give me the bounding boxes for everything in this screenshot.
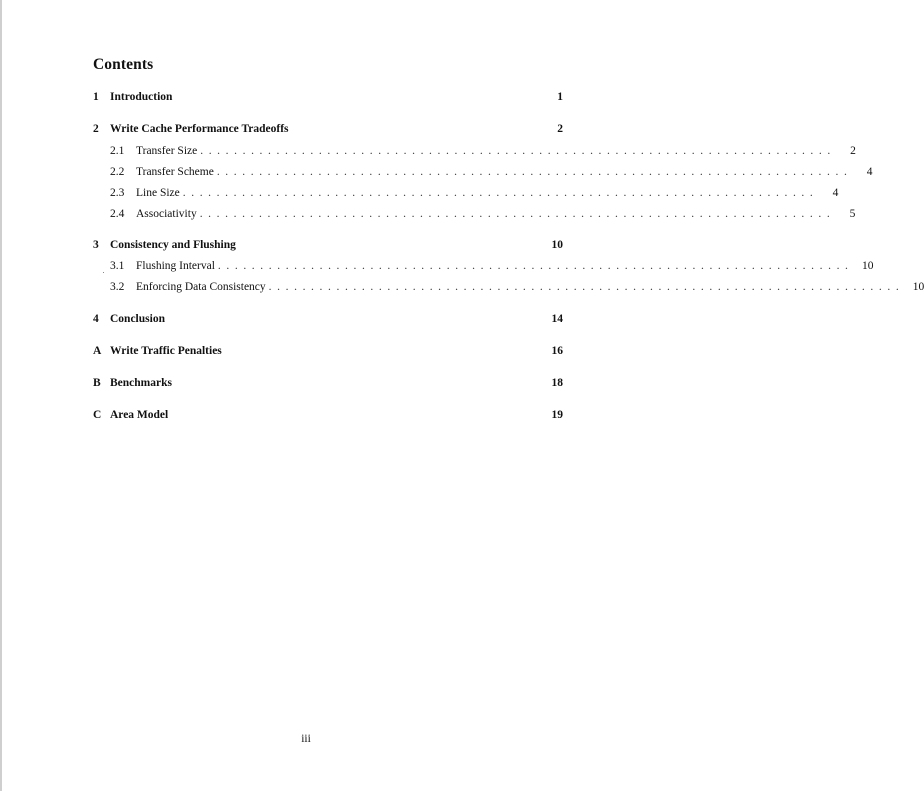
toc-entry-number: 2 (93, 123, 99, 135)
toc-entry-number: A (93, 345, 102, 357)
toc-subentry-page: 4 (832, 187, 839, 199)
page-number: iii (301, 733, 311, 745)
toc-entry-page: 18 (551, 377, 563, 389)
scan-speck (103, 272, 104, 273)
toc-subentry-page: 10 (912, 281, 924, 293)
toc-entry-title: Write Traffic Penalties (110, 345, 222, 357)
toc-entry-title: Benchmarks (110, 377, 172, 389)
toc-subentry-page: 10 (862, 260, 874, 272)
toc-subentry-page: 4 (866, 166, 873, 178)
toc-subentry-number: 3.2 (110, 281, 125, 293)
toc-entry-number: B (93, 377, 101, 389)
toc-entry (93, 313, 563, 329)
toc-entry-page: 19 (551, 409, 563, 421)
toc-entry-page: 14 (551, 313, 563, 325)
toc-subentry (110, 187, 839, 203)
toc-entry (93, 409, 563, 425)
dot-leader: ........................................................................... (182, 187, 819, 199)
toc-entry-title: Consistency and Flushing (110, 239, 236, 251)
toc-subentry-number: 2.4 (110, 208, 125, 220)
toc-entry (93, 345, 563, 361)
toc-entry (93, 377, 563, 393)
dot-leader: ........................................................................... (268, 281, 905, 293)
toc-subentry (110, 281, 924, 297)
page-title: Contents (93, 56, 154, 73)
toc-subentry-number: 2.2 (110, 166, 125, 178)
toc-entry-page: 10 (551, 239, 563, 251)
toc-subentry-title: Associativity (136, 208, 197, 220)
toc-subentry-page: 2 (850, 145, 856, 157)
dot-leader: ........................................................................... (216, 166, 853, 178)
toc-entry-title: Conclusion (110, 313, 165, 325)
toc-entry (93, 123, 563, 139)
toc-entry-page: 1 (557, 91, 563, 103)
toc-entry-title: Introduction (110, 91, 173, 103)
toc-subentry-number: 3.1 (110, 260, 125, 272)
toc-subentry (110, 166, 873, 182)
toc-entry-number: 1 (93, 91, 99, 103)
dot-leader: ........................................................................... (199, 208, 836, 220)
toc-entry-page: 16 (551, 345, 563, 357)
toc-entry (93, 239, 563, 255)
dot-leader: ........................................................................... (200, 145, 836, 157)
toc-subentry-title: Line Size (136, 187, 180, 199)
toc-subentry (110, 260, 874, 276)
toc-subentry (110, 208, 856, 224)
toc-entry (93, 91, 563, 107)
toc-subentry-number: 2.3 (110, 187, 125, 199)
toc-subentry-number: 2.1 (110, 145, 125, 157)
toc-subentry-page: 5 (849, 208, 856, 220)
toc-entry-title: Write Cache Performance Tradeoffs (110, 123, 289, 135)
toc-subentry-title: Flushing Interval (136, 260, 215, 272)
toc-entry-title: Area Model (110, 409, 169, 421)
toc-entry-page: 2 (557, 123, 563, 135)
toc-entry-number: 3 (93, 239, 99, 251)
toc-subentry-title: Enforcing Data Consistency (136, 281, 266, 293)
toc-subentry-title: Transfer Size (136, 145, 198, 157)
toc-entry-number: C (93, 409, 102, 421)
toc-subentry (110, 145, 856, 161)
dot-leader: ........................................................................... (217, 260, 854, 272)
toc-subentry-title: Transfer Scheme (136, 166, 214, 178)
toc-entry-number: 4 (93, 313, 99, 325)
